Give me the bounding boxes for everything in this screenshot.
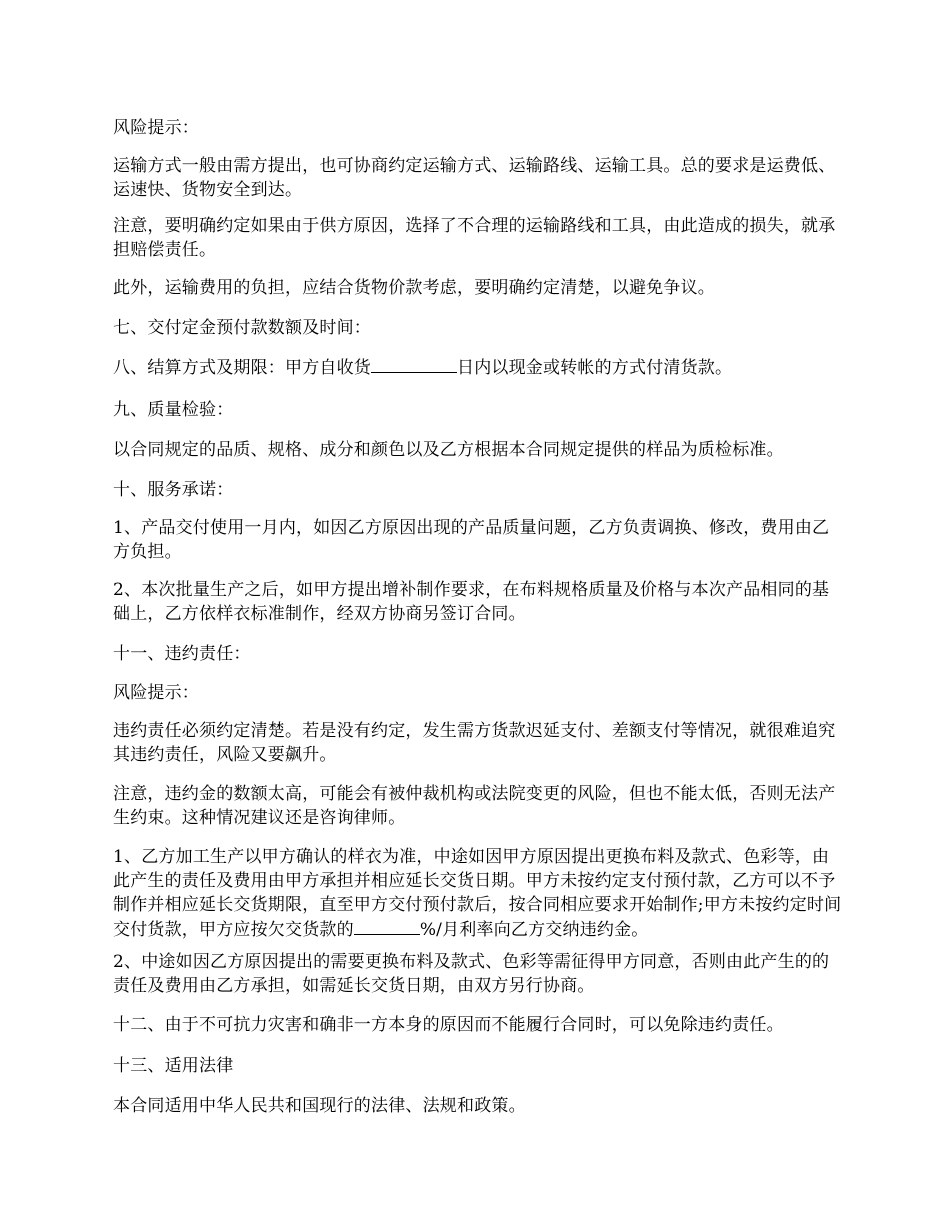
paragraph-penalty-note: 注意，违约金的数额太高，可能会有被仲裁机构或法院变更的风险，但也不能太低，否则无法产生约束。这种情况建议还是咨询律师。 — [113, 784, 836, 828]
rate-blank-line — [354, 917, 420, 935]
breach-item-1-text-after: %/月利率向乙方交纳违约金。 — [419, 920, 649, 940]
paragraph-transport-note: 注意，要明确约定如果由于供方原因，选择了不合理的运输路线和工具，由此造成的损失，就承担赔偿责任。 — [113, 216, 836, 260]
clause-11-heading: 十一、违约责任： — [113, 644, 251, 664]
days-blank-line — [371, 355, 457, 373]
clause-7-heading: 七、交付定金预付款数额及时间： — [113, 318, 371, 338]
clause-9-heading: 九、质量检验： — [113, 400, 234, 420]
paragraph-risk-tip-1: 风险提示： — [113, 118, 199, 138]
clause-13-heading: 十三、适用法律 — [113, 1056, 234, 1076]
clause-10-heading: 十、服务承诺： — [113, 480, 234, 500]
paragraph-transport-cost: 此外，运输费用的负担，应结合货物价款考虑，要明确约定清楚，以避免争议。 — [113, 278, 715, 298]
paragraph-breach-liability: 违约责任必须约定清楚。若是没有约定，发生需方货款迟延支付、差额支付等情况，就很难追究其违约责任，风险又要飙升。 — [113, 721, 836, 765]
service-item-1: 1、产品交付使用一月内，如因乙方原因出现的产品质量问题，乙方负责调换、修改，费用由乙方负担。 — [113, 518, 830, 562]
paragraph-applicable-law: 本合同适用中华人民共和国现行的法律、法规和政策。 — [113, 1096, 526, 1116]
clause-12-force-majeure: 十二、由于不可抗力灾害和确非一方本身的原因而不能履行合同时，可以免除违约责任。 — [113, 1015, 784, 1035]
clause-8-text-before: 八、结算方式及期限：甲方自收货 — [113, 358, 371, 378]
clause-8-text-after: 日内以现金或转帐的方式付清货款。 — [457, 358, 733, 378]
breach-item-1 — [113, 845, 843, 942]
clause-8-settlement — [113, 355, 843, 380]
service-item-2: 2、本次批量生产之后，如甲方提出增补制作要求，在布料规格质量及价格与本次产品相同的基础上，乙方依样衣标准制作，经双方协商另签订合同。 — [113, 580, 830, 624]
paragraph-transport-method: 运输方式一般由需方提出，也可协商约定运输方式、运输路线、运输工具。总的要求是运费低、运速快、货物安全到达。 — [113, 156, 836, 200]
paragraph-quality-standard: 以合同规定的品质、规格、成分和颜色以及乙方根据本合同规定提供的样品为质检标准。 — [113, 440, 784, 460]
breach-item-1-text-before: 1、乙方加工生产以甲方确认的样衣为准，中途如因甲方原因提出更换布料及款式、色彩等，由此产生的责任及费用由甲方承担并相应延长交货日期。甲方未按约定支付预付款，乙方可以不予制作并相应延长交货期限，直至甲方交付预付款后，按合同相应要求开始制作;甲方未按约定时间交付货款，甲方应按欠交货款的 — [113, 847, 842, 940]
breach-item-2: 2、中途如因乙方原因提出的需要更换布料及款式、色彩等需征得甲方同意，否则由此产生的的责任及费用由乙方承担，如需延长交货日期，由双方另行协商。 — [113, 952, 830, 996]
paragraph-risk-tip-2: 风险提示： — [113, 683, 199, 703]
